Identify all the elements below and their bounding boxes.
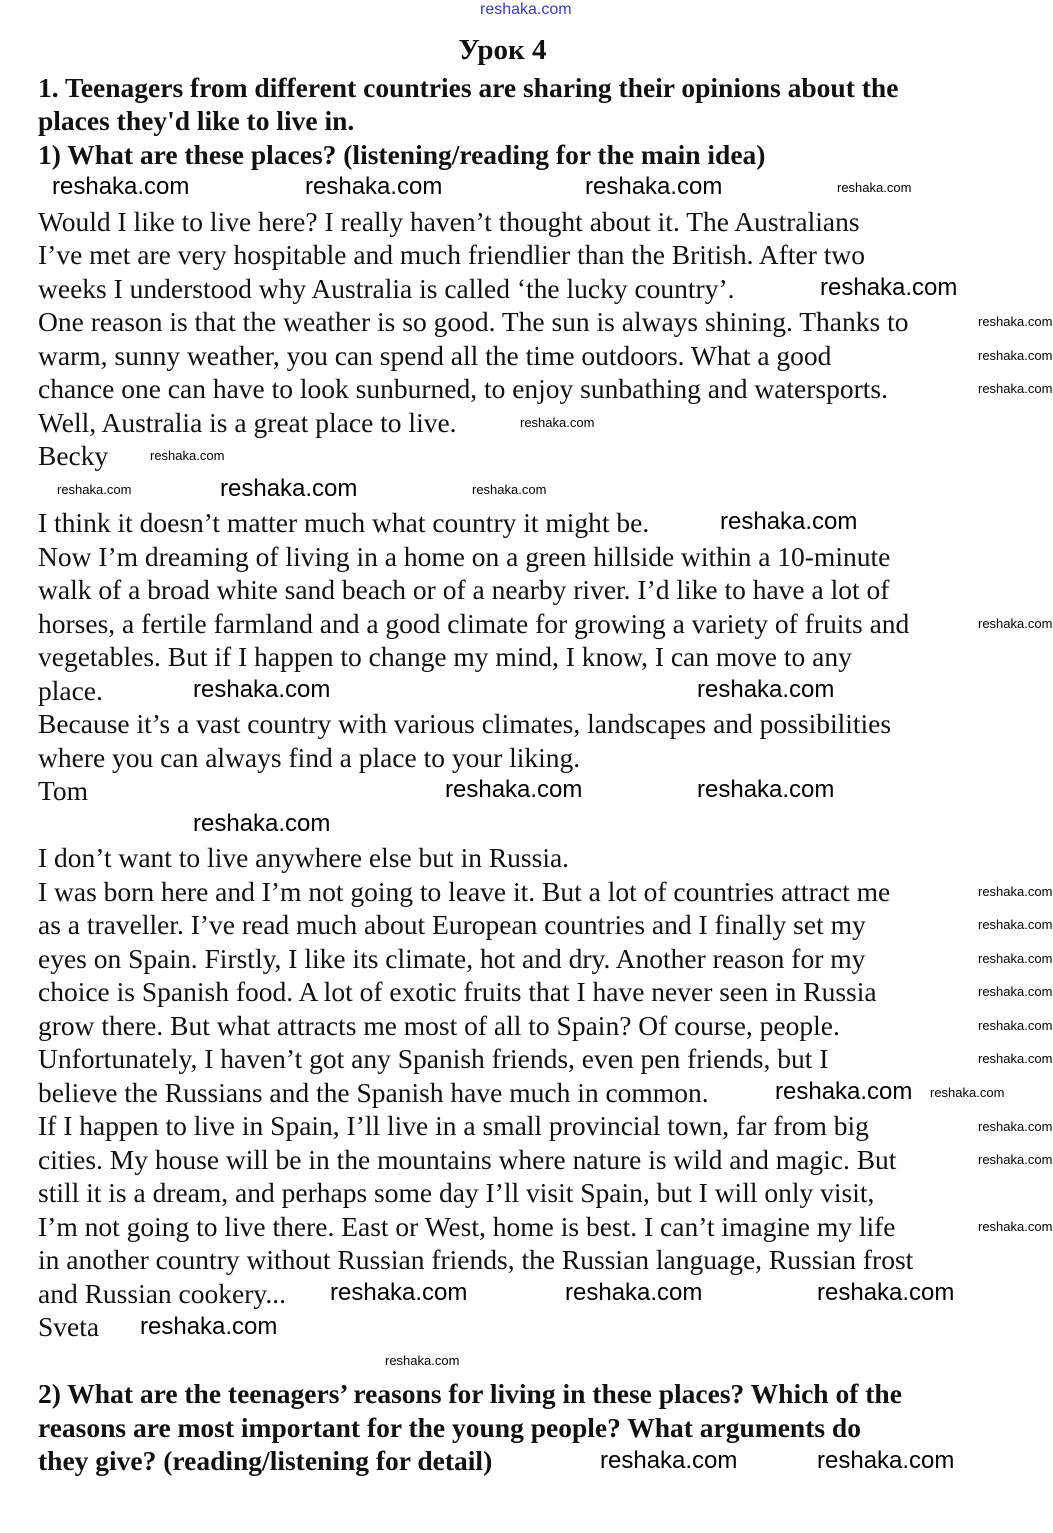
watermark-text: reshaka.com <box>978 314 1053 329</box>
watermark-text: reshaka.com <box>978 1152 1053 1167</box>
text-line: in another country without Russian friends, the Russian language, Russian frost <box>38 1244 914 1275</box>
watermark-text: reshaka.com <box>978 616 1053 631</box>
heading-line: 1. Teenagers from different countries are sharing their opinions about the <box>38 71 899 103</box>
text-line: I was born here and I’m not going to leave it. But a lot of countries attract me <box>38 875 891 907</box>
watermark-text: reshaka.com <box>817 1447 955 1474</box>
text-line: warm, sunny weather, you can spend all the time outdoors. What a good <box>38 339 832 371</box>
text-line: where you can always find a place to your liking. <box>38 741 581 773</box>
watermark-text: reshaka.com <box>978 984 1053 999</box>
text-line: I’ve met are very hospitable and much friendlier than the British. After two <box>38 239 866 270</box>
text-line: Now I’m dreaming of living in a home on a green hillside within a 10-minute <box>38 540 891 572</box>
watermark-text: reshaka.com <box>978 884 1053 899</box>
text-line: walk of a broad white sand beach or of a nearby river. I’d like to have a lot of <box>38 574 890 605</box>
watermark-text: reshaka.com <box>150 448 225 463</box>
watermark-text: reshaka.com <box>978 1219 1053 1234</box>
watermark-text: reshaka.com <box>697 776 835 803</box>
text-line: chance one can have to look sunburned, to enjoy sunbathing and watersports. <box>38 373 888 404</box>
text-line: vegetables. But if I happen to change my mind, I know, I can move to any <box>38 641 852 672</box>
watermark-text: reshaka.com <box>930 1085 1005 1100</box>
text-line: I’m not going to live there. East or West, home is best. I can’t imagine my life <box>38 1210 896 1242</box>
watermark-text: reshaka.com <box>472 482 547 497</box>
watermark-text: reshaka.com <box>385 1353 460 1368</box>
watermark-text: reshaka.com <box>820 274 958 301</box>
watermark-text: reshaka.com <box>193 676 331 703</box>
text-line: horses, a fertile farmland and a good climate for growing a variety of fruits and <box>38 607 910 639</box>
watermark-text: reshaka.com <box>697 676 835 703</box>
heading-line: reasons are most important for the young people? What arguments do <box>38 1411 861 1443</box>
text-line: Well, Australia is a great place to live. <box>38 406 457 438</box>
text-line: Tom <box>38 775 89 806</box>
watermark-text: reshaka.com <box>220 475 358 502</box>
text-line: choice is Spanish food. A lot of exotic fruits that I have never seen in Russia <box>38 976 877 1007</box>
watermark-text: reshaka.com <box>480 1 572 18</box>
watermark-text: reshaka.com <box>305 173 443 200</box>
text-line: One reason is that the weather is so good. The sun is always shining. Thanks to <box>38 306 909 337</box>
watermark-text: reshaka.com <box>585 173 723 200</box>
text-line: If I happen to live in Spain, I’ll live in a small provincial town, far from big <box>38 1110 869 1141</box>
text-line: still it is a dream, and perhaps some day I’ll visit Spain, but I will only visit, <box>38 1177 875 1208</box>
text-line: Would I like to live here? I really haven’t thought about it. The Australians <box>38 205 860 237</box>
text-line: I think it doesn’t matter much what country it might be. <box>38 507 650 538</box>
watermark-text: reshaka.com <box>817 1279 955 1306</box>
watermark-text: reshaka.com <box>193 810 331 837</box>
watermark-text: reshaka.com <box>978 1051 1053 1066</box>
text-line: Sveta <box>38 1311 100 1342</box>
watermark-text: reshaka.com <box>565 1279 703 1306</box>
watermark-text: reshaka.com <box>978 951 1053 966</box>
heading-line: 2) What are the teenagers’ reasons for living in these places? Which of the <box>38 1378 902 1409</box>
watermark-text: reshaka.com <box>978 348 1053 363</box>
watermark-text: reshaka.com <box>837 180 912 195</box>
text-line: weeks I understood why Australia is called ‘the lucky country’. <box>38 272 735 304</box>
watermark-text: reshaka.com <box>978 917 1053 932</box>
watermark-text: reshaka.com <box>140 1313 278 1340</box>
watermark-text: reshaka.com <box>330 1279 468 1306</box>
watermark-text: reshaka.com <box>978 1119 1053 1134</box>
text-line: Unfortunately, I haven’t got any Spanish friends, even pen friends, but I <box>38 1043 829 1074</box>
watermark-text: reshaka.com <box>978 1018 1053 1033</box>
watermark-text: reshaka.com <box>57 482 132 497</box>
watermark-text: reshaka.com <box>775 1078 913 1105</box>
text-line: Becky <box>38 440 109 471</box>
text-line: cities. My house will be in the mountains where nature is wild and magic. But <box>38 1143 897 1175</box>
watermark-text: reshaka.com <box>978 381 1053 396</box>
watermark-text: reshaka.com <box>52 173 190 200</box>
watermark-text: reshaka.com <box>445 776 583 803</box>
lesson-title: Урок 4 <box>458 34 547 66</box>
text-line: I don’t want to live anywhere else but in Russia. <box>38 842 570 873</box>
text-line: believe the Russians and the Spanish have much in common. <box>38 1076 709 1108</box>
heading-line: 1) What are these places? (listening/reading for the main idea) <box>38 138 766 170</box>
text-line: as a traveller. I’ve read much about European countries and I finally set my <box>38 909 866 940</box>
text-line: and Russian cookery... <box>38 1277 286 1309</box>
heading-line: places they'd like to live in. <box>38 105 355 136</box>
watermark-text: reshaka.com <box>520 415 595 430</box>
text-line: eyes on Spain. Firstly, I like its climate, hot and dry. Another reason for my <box>38 942 866 974</box>
text-line: Because it’s a vast country with various climates, landscapes and possibilities <box>38 708 892 739</box>
watermark-text: reshaka.com <box>600 1447 738 1474</box>
watermark-text: reshaka.com <box>720 508 858 535</box>
heading-line: they give? (reading/listening for detail) <box>38 1445 493 1476</box>
text-line: place. <box>38 674 103 706</box>
text-line: grow there. But what attracts me most of all to Spain? Of course, people. <box>38 1009 840 1041</box>
